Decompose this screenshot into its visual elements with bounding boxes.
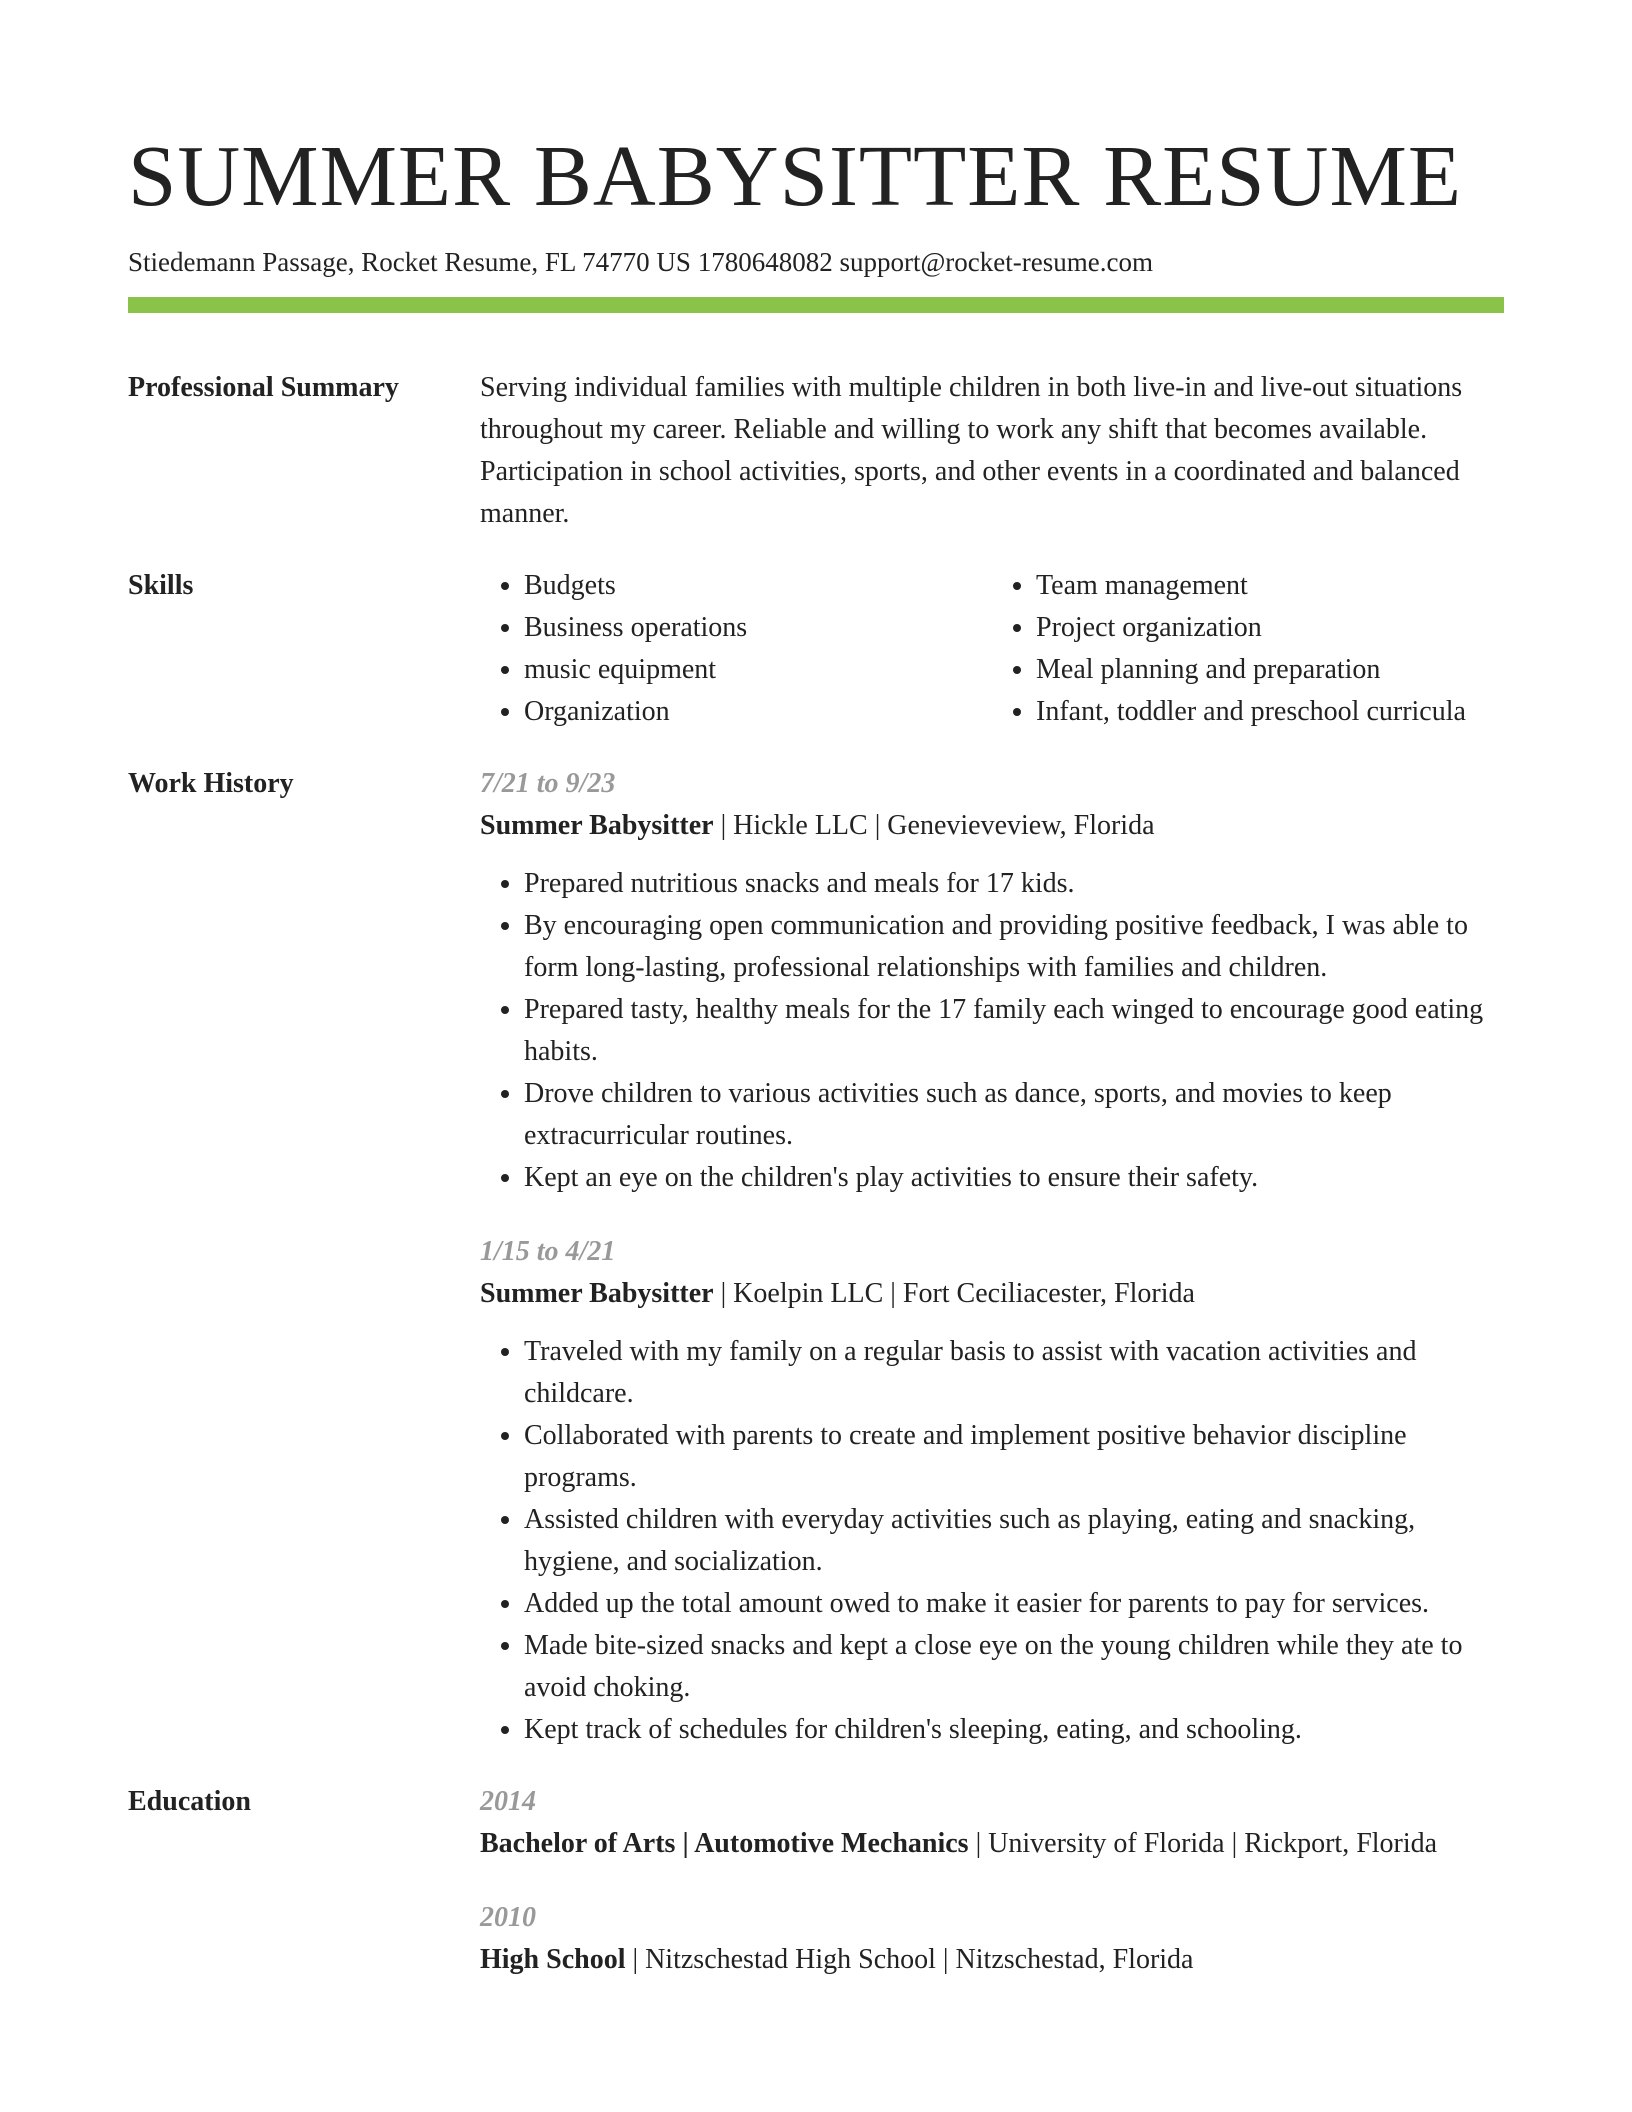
education-school: | Nitzschestad High School | Nitzschestad, Florida	[625, 1944, 1194, 1975]
skill-item: • Budgets	[524, 565, 992, 607]
job-bullet: • Prepared nutritious snacks and meals for 17 kids.	[524, 863, 1504, 905]
skill-item: • Organization	[524, 691, 992, 733]
job-bullet: • Drove children to various activities such as dance, sports, and movies to keep extracurricular routines.	[524, 1073, 1504, 1157]
education-year: 2014	[480, 1786, 536, 1817]
job-entry	[480, 763, 1504, 1199]
job-bullet: • Kept an eye on the children's play activities to ensure their safety.	[524, 1157, 1504, 1199]
education-line	[480, 1939, 1504, 1981]
contact-line: Stiedemann Passage, Rocket Resume, FL 74770 US 1780648082 support@rocket-resume.com	[128, 247, 1153, 277]
skills-list-left	[480, 565, 992, 733]
summary-text: Serving individual families with multiple children in both live-in and live-out situations throughout my career. Reliable and willing to work any shift that becomes available. Participation in school activities, sports, and other events in a coordinated and balanced manner.	[480, 372, 1463, 529]
education-line	[480, 1823, 1504, 1865]
skill-item: • Meal planning and preparation	[1036, 649, 1504, 691]
job-bullet: • Assisted children with everyday activities such as playing, eating and snacking, hygiene, and socialization.	[524, 1499, 1504, 1583]
job-role-line	[480, 805, 1504, 847]
education-body	[480, 1781, 1504, 1981]
skills-list-right	[992, 565, 1504, 733]
work-history-section	[128, 763, 1504, 1751]
job-dates: 1/15 to 4/21	[480, 1236, 616, 1267]
skill-item: • Project organization	[1036, 607, 1504, 649]
education-degree: High School	[480, 1944, 626, 1975]
job-bullet: • Made bite-sized snacks and kept a close eye on the young children while they ate to avoid choking.	[524, 1625, 1504, 1709]
job-entry	[480, 1231, 1504, 1751]
skill-item: • Business operations	[524, 607, 992, 649]
summary-label: Professional Summary	[128, 372, 399, 403]
accent-divider	[128, 297, 1504, 313]
summary-body	[480, 367, 1504, 535]
job-bullet-list	[480, 863, 1504, 1199]
education-degree: Bachelor of Arts | Automotive Mechanics	[480, 1828, 969, 1859]
education-year: 2010	[480, 1902, 536, 1933]
job-role-line	[480, 1273, 1504, 1315]
job-employer: | Hickle LLC | Genevieveview, Florida	[713, 810, 1155, 841]
education-entry	[480, 1897, 1504, 1981]
work-history-body	[480, 763, 1504, 1751]
education-label: Education	[128, 1786, 251, 1817]
work-history-label: Work History	[128, 768, 294, 799]
job-bullet: • Prepared tasty, healthy meals for the 17 family each winged to encourage good eating habits.	[524, 989, 1504, 1073]
skills-section	[128, 565, 1504, 733]
skills-grid	[480, 565, 1504, 733]
job-bullet: • Collaborated with parents to create and implement positive behavior discipline programs.	[524, 1415, 1504, 1499]
resume-title: SUMMER BABYSITTER RESUME	[128, 127, 1463, 224]
job-title: Summer Babysitter	[480, 810, 714, 841]
job-bullet: • Added up the total amount owed to make it easier for parents to pay for services.	[524, 1583, 1504, 1625]
job-title: Summer Babysitter	[480, 1278, 714, 1309]
job-bullet-list	[480, 1331, 1504, 1751]
education-school: | University of Florida | Rickport, Florida	[968, 1828, 1438, 1859]
job-bullet: • By encouraging open communication and providing positive feedback, I was able to form long-lasting, professional relationships with families and children.	[524, 905, 1504, 989]
skill-item: • music equipment	[524, 649, 992, 691]
skills-label: Skills	[128, 570, 194, 601]
job-employer: | Koelpin LLC | Fort Ceciliacester, Florida	[713, 1278, 1195, 1309]
education-section	[128, 1781, 1504, 1981]
job-bullet: • Kept track of schedules for children's sleeping, eating, and schooling.	[524, 1709, 1504, 1751]
job-dates: 7/21 to 9/23	[480, 768, 616, 799]
skill-item: • Infant, toddler and preschool curricula	[1036, 691, 1504, 733]
summary-section	[128, 367, 1504, 535]
job-bullet: • Traveled with my family on a regular basis to assist with vacation activities and childcare.	[524, 1331, 1504, 1415]
education-entry	[480, 1781, 1504, 1865]
skill-item: • Team management	[1036, 565, 1504, 607]
